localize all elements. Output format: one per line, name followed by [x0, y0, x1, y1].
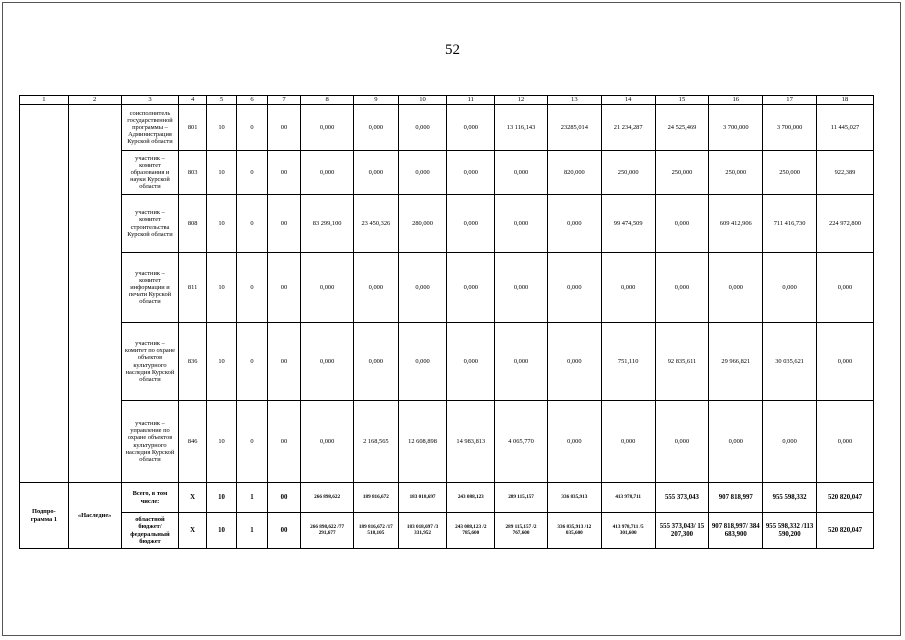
budget-value-cell: 289 115,157 /2 767,600 [495, 513, 548, 549]
value-cell: 0,000 [398, 253, 447, 323]
total-value-cell: 520 820,047 [817, 483, 874, 513]
code-cell: 836 [179, 323, 206, 401]
table-row [20, 401, 874, 483]
budget-value-cell: 189 816,672 /17 518,105 [354, 513, 399, 549]
value-cell: 0,000 [301, 323, 354, 401]
column-header: 10 [398, 96, 447, 105]
budget-value-cell: 413 978,711 /5 301,600 [601, 513, 655, 549]
code-cell: 808 [179, 195, 206, 253]
code-cell: Х [179, 483, 206, 513]
value-cell: 224 972,800 [817, 195, 874, 253]
table-row [20, 323, 874, 401]
code-cell: 803 [179, 151, 206, 195]
table-row [20, 253, 874, 323]
column-header: 9 [354, 96, 399, 105]
value-cell: 21 234,287 [601, 105, 655, 151]
value-cell: 0,000 [301, 401, 354, 483]
value-cell: 23 450,326 [354, 195, 399, 253]
column-header: 4 [179, 96, 206, 105]
value-cell: 0,000 [547, 401, 601, 483]
value-cell: 0,000 [601, 401, 655, 483]
value-cell: 0,000 [447, 323, 495, 401]
value-cell: 24 525,469 [655, 105, 709, 151]
value-cell: 0,000 [354, 151, 399, 195]
column-header: 11 [447, 96, 495, 105]
table-row [20, 195, 874, 253]
code-cell: 00 [267, 323, 301, 401]
value-cell: 0,000 [763, 401, 817, 483]
subprogram-total-row [20, 483, 874, 513]
total-value-cell: 907 818,997 [709, 483, 763, 513]
value-cell: 250,000 [763, 151, 817, 195]
value-cell: 0,000 [447, 195, 495, 253]
total-value-cell: 243 088,123 [447, 483, 495, 513]
total-value-cell: 289 115,157 [495, 483, 548, 513]
code-cell: 00 [267, 195, 301, 253]
column-header: 7 [267, 96, 301, 105]
value-cell: 3 700,000 [709, 105, 763, 151]
subprogram-label: Подпро- грамма 1 [20, 483, 69, 549]
participant-cell: соисполнитель государственной программы – Администрация Курской области [121, 105, 179, 151]
column-header: 15 [655, 96, 709, 105]
total-label: Всего, в том числе: [121, 483, 179, 513]
value-cell: 0,000 [547, 253, 601, 323]
code-cell: 0 [237, 401, 267, 483]
value-cell: 250,000 [709, 151, 763, 195]
column-header: 8 [301, 96, 354, 105]
code-cell: 10 [206, 401, 236, 483]
value-cell: 922,389 [817, 151, 874, 195]
column-header: 13 [547, 96, 601, 105]
code-cell: 00 [267, 151, 301, 195]
value-cell: 0,000 [655, 195, 709, 253]
budget-table [19, 95, 874, 549]
value-cell: 0,000 [447, 253, 495, 323]
value-cell: 0,000 [301, 151, 354, 195]
total-value-cell: 336 835,913 [547, 483, 601, 513]
code-cell: 1 [237, 483, 267, 513]
total-value-cell: 189 816,672 [354, 483, 399, 513]
code-cell: Х [179, 513, 206, 549]
budget-value-cell: 520 820,047 [817, 513, 874, 549]
total-value-cell: 413 978,711 [601, 483, 655, 513]
value-cell: 711 416,730 [763, 195, 817, 253]
column-header: 18 [817, 96, 874, 105]
value-cell: 0,000 [354, 105, 399, 151]
value-cell: 29 966,821 [709, 323, 763, 401]
code-cell: 00 [267, 513, 301, 549]
col1-cell [20, 105, 69, 483]
value-cell: 2 168,565 [354, 401, 399, 483]
subprogram-budget-row [20, 513, 874, 549]
value-cell: 0,000 [447, 151, 495, 195]
value-cell: 99 474,509 [601, 195, 655, 253]
code-cell: 10 [206, 323, 236, 401]
participant-cell: участник – комитет по охране объектов культурного наследия Курской области [121, 323, 179, 401]
code-cell: 10 [206, 151, 236, 195]
budget-value-cell: 907 818,997/ 384 683,900 [709, 513, 763, 549]
value-cell: 0,000 [301, 105, 354, 151]
code-cell: 00 [267, 105, 301, 151]
value-cell: 0,000 [763, 253, 817, 323]
code-cell: 1 [237, 513, 267, 549]
value-cell: 3 700,000 [763, 105, 817, 151]
value-cell: 0,000 [398, 105, 447, 151]
code-cell: 10 [206, 513, 236, 549]
value-cell: 0,000 [495, 323, 548, 401]
total-value-cell: 183 018,697 [398, 483, 447, 513]
value-cell: 0,000 [547, 195, 601, 253]
value-cell: 0,000 [398, 323, 447, 401]
column-header: 5 [206, 96, 236, 105]
budget-value-cell: 266 898,622 /77 291,677 [301, 513, 354, 549]
value-cell: 0,000 [817, 323, 874, 401]
code-cell: 00 [267, 401, 301, 483]
column-header: 2 [68, 96, 121, 105]
total-value-cell: 555 373,043 [655, 483, 709, 513]
col2-cell [68, 105, 121, 483]
value-cell: 13 116,143 [495, 105, 548, 151]
code-cell: 10 [206, 253, 236, 323]
participant-cell: участник – комитет информации и печати Курской области [121, 253, 179, 323]
budget-value-cell: 955 598,332 /113 590,200 [763, 513, 817, 549]
value-cell: 250,000 [655, 151, 709, 195]
header-row [20, 96, 874, 105]
value-cell: 609 412,906 [709, 195, 763, 253]
value-cell: 14 983,813 [447, 401, 495, 483]
budget-value-cell: 183 018,697 /3 331,952 [398, 513, 447, 549]
code-cell: 10 [206, 195, 236, 253]
participant-cell: участник – комитет строительства Курской области [121, 195, 179, 253]
value-cell: 0,000 [547, 323, 601, 401]
code-cell: 0 [237, 195, 267, 253]
value-cell: 92 835,611 [655, 323, 709, 401]
column-header: 3 [121, 96, 179, 105]
value-cell: 0,000 [495, 253, 548, 323]
code-cell: 846 [179, 401, 206, 483]
value-cell: 820,000 [547, 151, 601, 195]
page-number: 52 [445, 42, 460, 58]
code-cell: 0 [237, 323, 267, 401]
budget-value-cell: 243 088,123 /2 785,600 [447, 513, 495, 549]
value-cell: 11 445,027 [817, 105, 874, 151]
value-cell: 83 299,100 [301, 195, 354, 253]
column-header: 6 [237, 96, 267, 105]
table-row [20, 105, 874, 151]
value-cell: 12 608,898 [398, 401, 447, 483]
value-cell: 0,000 [817, 253, 874, 323]
value-cell: 0,000 [301, 253, 354, 323]
budget-value-cell: 555 373,043/ 15 207,300 [655, 513, 709, 549]
value-cell: 4 065,770 [495, 401, 548, 483]
value-cell: 0,000 [709, 401, 763, 483]
code-cell: 00 [267, 483, 301, 513]
value-cell: 250,000 [601, 151, 655, 195]
value-cell: 751,110 [601, 323, 655, 401]
total-value-cell: 955 598,332 [763, 483, 817, 513]
code-cell: 0 [237, 151, 267, 195]
budget-value-cell: 336 835,913 /12 035,600 [547, 513, 601, 549]
column-header: 16 [709, 96, 763, 105]
code-cell: 10 [206, 105, 236, 151]
value-cell: 0,000 [447, 105, 495, 151]
column-header: 14 [601, 96, 655, 105]
code-cell: 0 [237, 253, 267, 323]
value-cell: 0,000 [398, 151, 447, 195]
column-header: 17 [763, 96, 817, 105]
subprogram-name: «Наследие» [68, 483, 121, 549]
value-cell: 280,000 [398, 195, 447, 253]
value-cell: 0,000 [495, 195, 548, 253]
value-cell: 0,000 [817, 401, 874, 483]
budget-label: областной бюджет/ федеральный бюджет [121, 513, 179, 549]
code-cell: 811 [179, 253, 206, 323]
code-cell: 0 [237, 105, 267, 151]
code-cell: 10 [206, 483, 236, 513]
participant-cell: участник – управление по охране объектов культурного наследия Курской области [121, 401, 179, 483]
column-header: 12 [495, 96, 548, 105]
code-cell: 801 [179, 105, 206, 151]
column-header: 1 [20, 96, 69, 105]
value-cell: 0,000 [601, 253, 655, 323]
value-cell: 0,000 [354, 253, 399, 323]
participant-cell: участник – комитет образования и науки Курской области [121, 151, 179, 195]
value-cell: 0,000 [655, 401, 709, 483]
value-cell: 0,000 [709, 253, 763, 323]
table-row [20, 151, 874, 195]
value-cell: 23285,014 [547, 105, 601, 151]
code-cell: 00 [267, 253, 301, 323]
value-cell: 0,000 [495, 151, 548, 195]
value-cell: 0,000 [655, 253, 709, 323]
total-value-cell: 266 898,622 [301, 483, 354, 513]
value-cell: 30 035,621 [763, 323, 817, 401]
value-cell: 0,000 [354, 323, 399, 401]
